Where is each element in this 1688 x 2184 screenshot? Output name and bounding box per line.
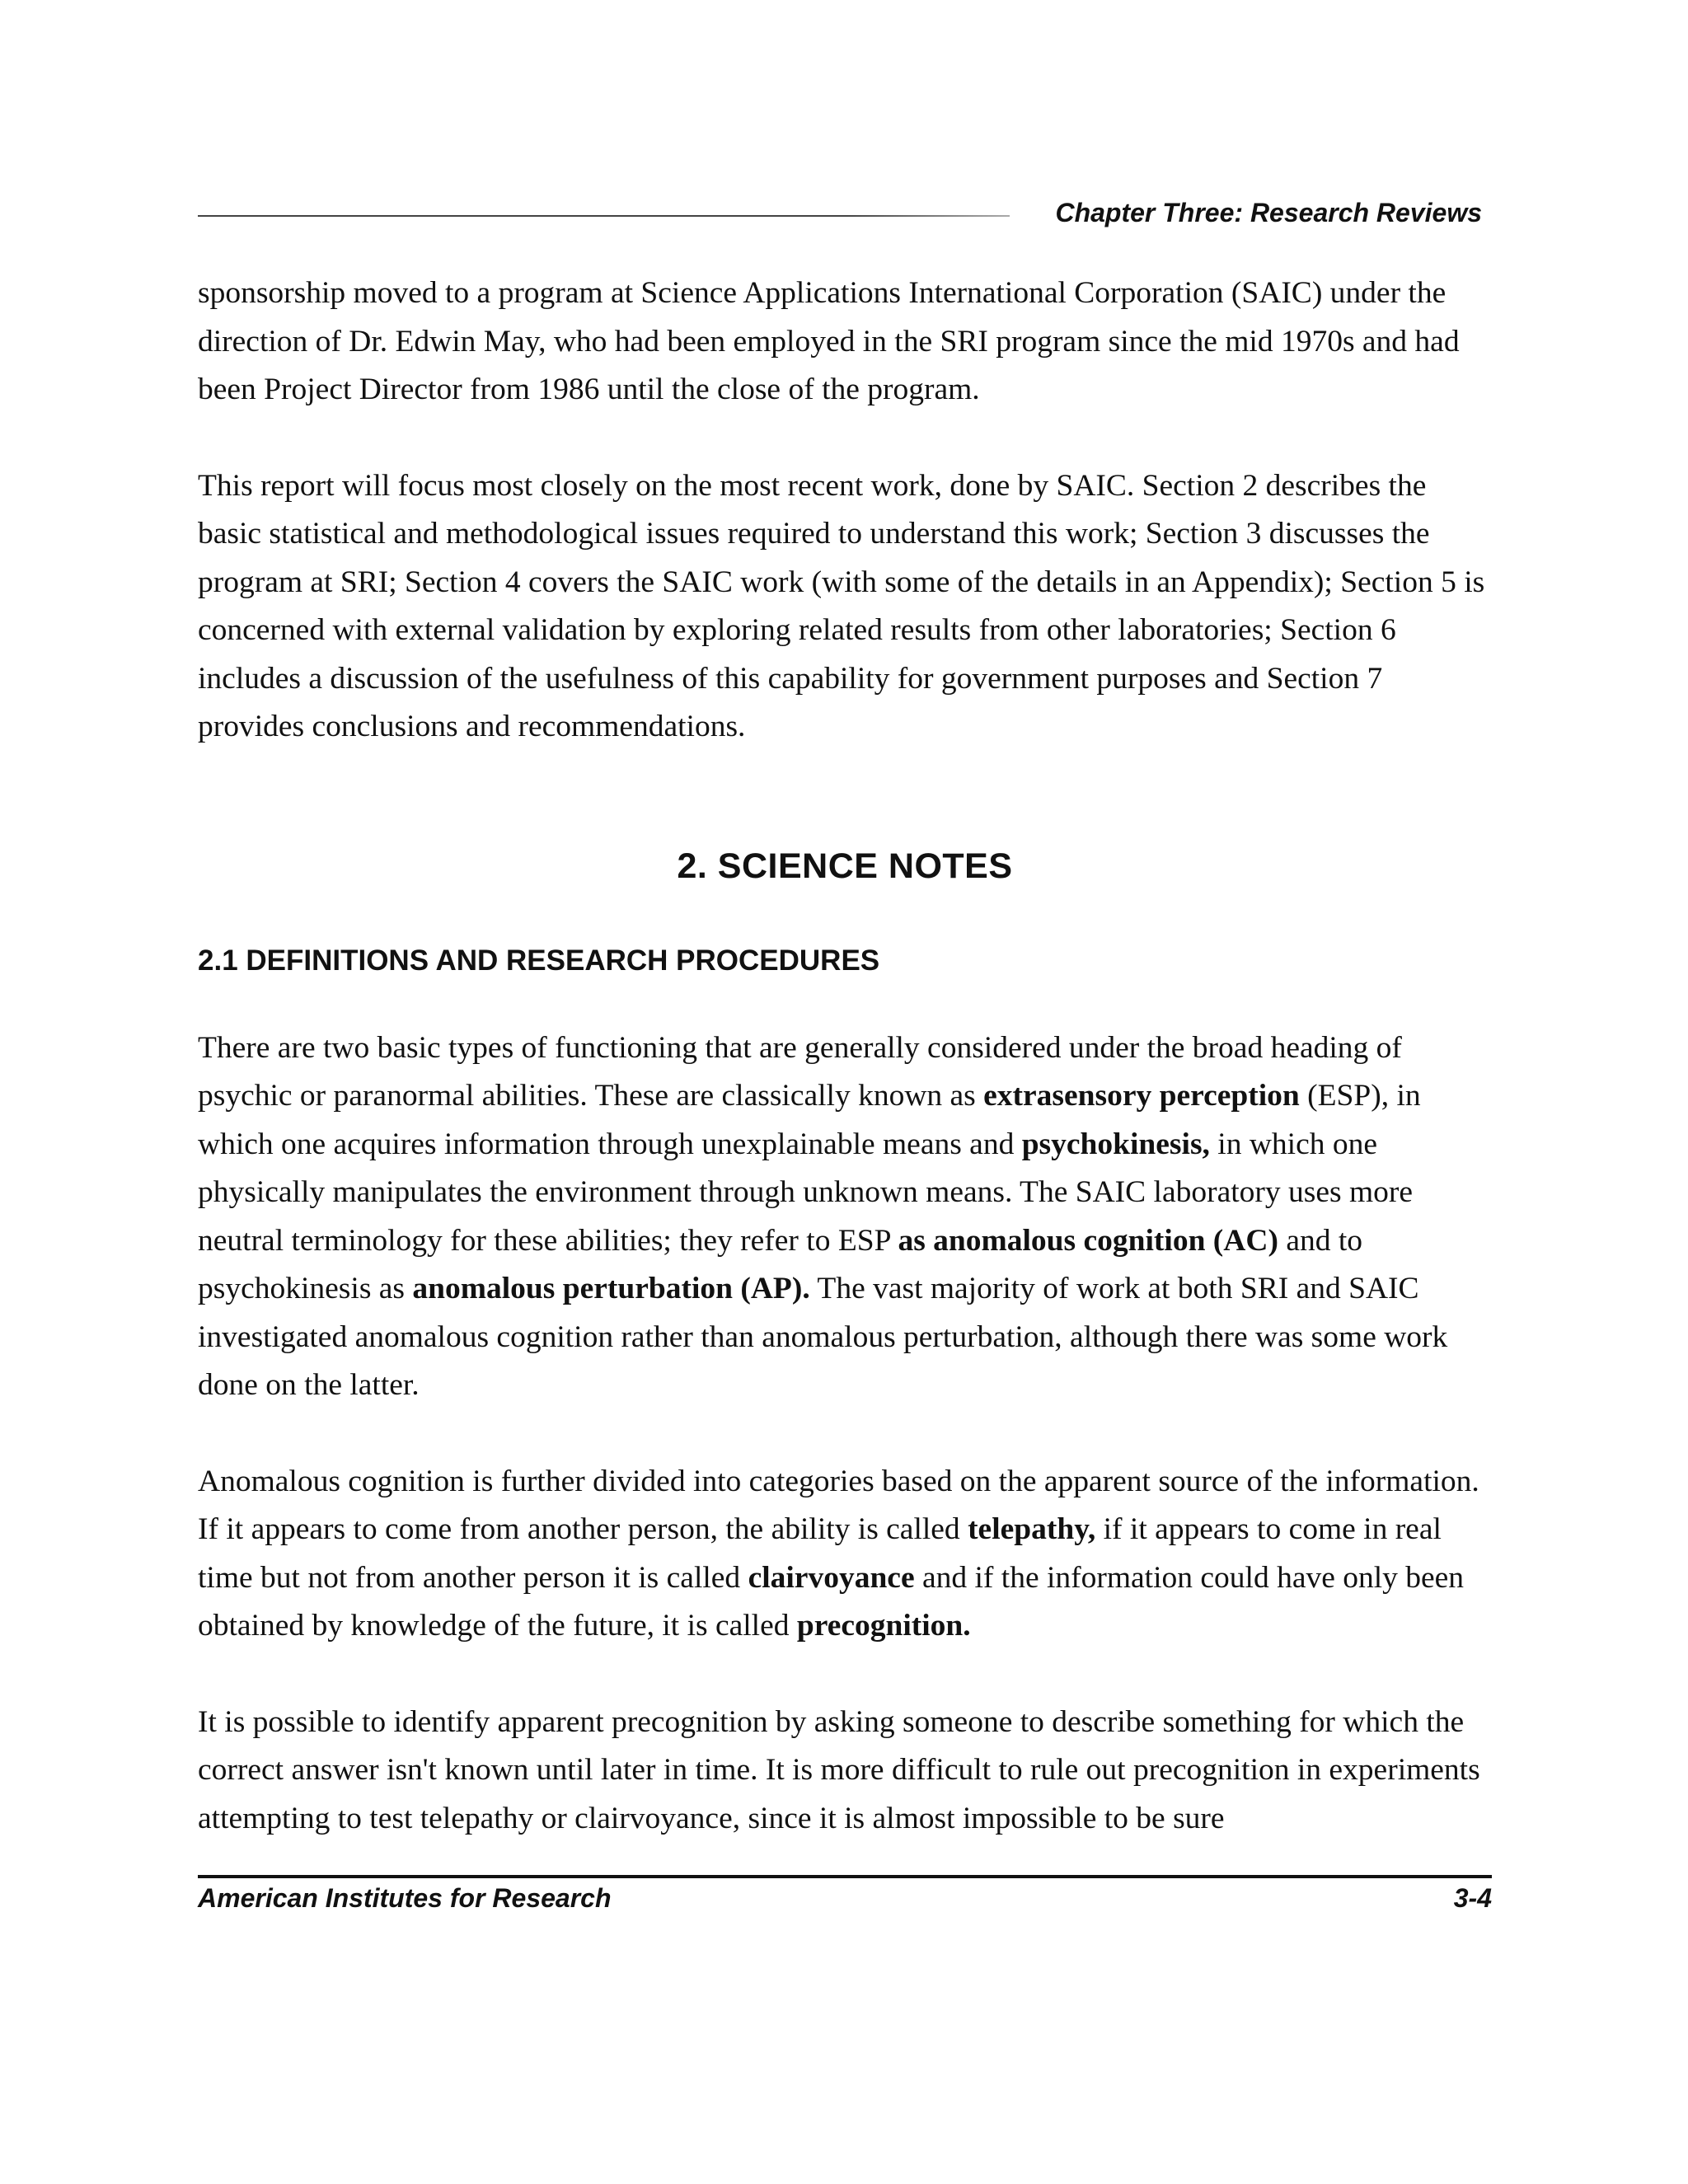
term-precognition: precognition. [796, 1609, 971, 1643]
paragraph-continuation: sponsorship moved to a program at Science Applications International Corporation (SAIC) under the direction of Dr. Edwin May, who had been employed in the SRI program since the mid 1970s and had been Project Director from 1986 until the close of the program. [198, 276, 1460, 406]
footer-organization: American Institutes for Research [198, 1883, 612, 1913]
header-rule [198, 215, 1010, 217]
paragraph-basic-types [198, 1024, 1492, 1410]
text-span: Anomalous cognition is further divided into categories based on the apparent source of the information. If it appears to come from another person, the ability is called [198, 1464, 1479, 1546]
term-clairvoyance: clairvoyance [748, 1560, 915, 1595]
page-body [198, 269, 1492, 1843]
text-span: The vast majority of work at both SRI and SAIC investigated anomalous cognition rather than anomalous perturbation, although there was some work done on the latter. [198, 1272, 1448, 1402]
term-psychokinesis: psychokinesis, [1021, 1127, 1210, 1161]
paragraph-categories [198, 1458, 1492, 1651]
term-anomalous-cognition: as anomalous cognition (AC) [898, 1223, 1278, 1258]
text-span: There are two basic types of functioning that are generally considered under the broad heading of psychic or paranormal abilities. These are classically known as [198, 1030, 1402, 1113]
term-esp: extrasensory perception [983, 1079, 1300, 1113]
section-heading: 2. SCIENCE NOTES [677, 846, 1013, 886]
paragraph-report-overview: This report will focus most closely on the most recent work, done by SAIC. Section 2 describes the basic statistical and methodological issues required to understand this work; Section 3 discusses the program at SRI; Section 4 covers the SAIC work (with some of the details in an Appendix); Section 5 is concerned with external validation by exploring related results from other laboratories; Section 6 includes a discussion of the usefulness of this capability for government purposes and Section 7 provides conclusions and recommendations. [198, 468, 1485, 743]
text-span: (ESP), in which one acquires information through unexplainable means and [198, 1079, 1421, 1161]
page-number: 3-4 [1453, 1883, 1492, 1913]
text-span: and to psychokinesis as [198, 1223, 1363, 1305]
footer-rule [198, 1875, 1492, 1878]
text-span: and if the information could have only been obtained by knowledge of the future, it is called [198, 1560, 1465, 1643]
text-span: if it appears to come in real time but not from another person it is called [198, 1512, 1442, 1595]
chapter-title: Chapter Three: Research Reviews [1055, 198, 1482, 227]
paragraph-precognition: It is possible to identify apparent precognition by asking someone to describe something for which the correct answer isn't known until later in time. It is more difficult to rule out precognition in experiments attempting to test telepathy or clairvoyance, since it is almost impossible to be sure [198, 1704, 1480, 1835]
subsection-heading: 2.1 DEFINITIONS AND RESEARCH PROCEDURES [198, 944, 880, 977]
text-span: in which one physically manipulates the environment through unknown means. The SAIC laboratory uses more neutral terminology for these abilities; they refer to ESP [198, 1127, 1414, 1258]
term-anomalous-perturbation: anomalous perturbation (AP). [412, 1272, 810, 1305]
term-telepathy: telepathy, [968, 1512, 1096, 1546]
